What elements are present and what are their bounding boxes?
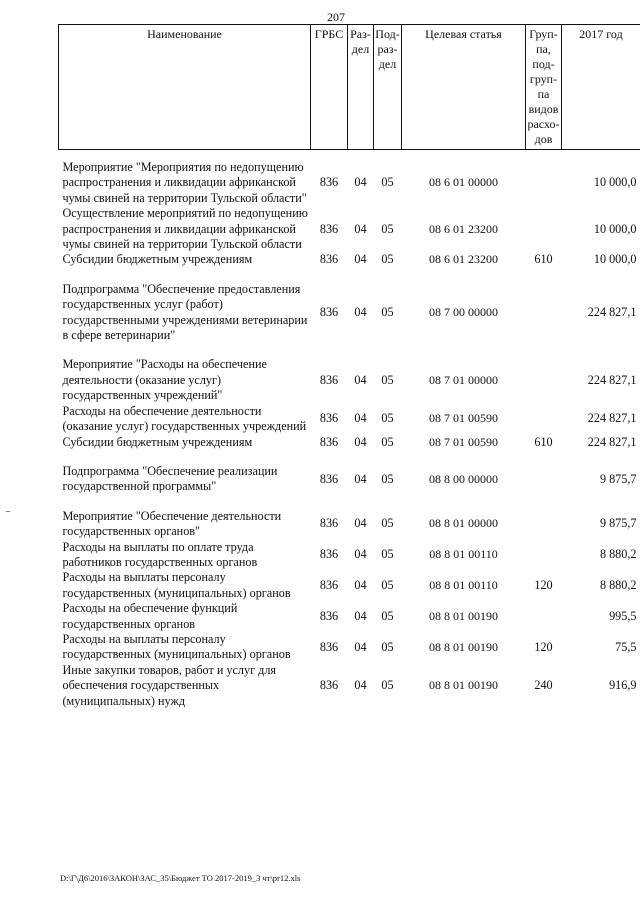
header-razdel: Раз- дел [348, 25, 374, 150]
cell-amount: 224 827,1 [587, 434, 637, 449]
cell-podrazdel: 05 [381, 304, 394, 319]
cell-target: 08 7 01 00590 [429, 411, 498, 426]
cell-razdel: 04 [354, 304, 367, 319]
cell-target: 08 8 01 00000 [429, 516, 498, 531]
cell-podrazdel: 05 [381, 175, 394, 190]
cell-podrazdel: 05 [381, 639, 394, 654]
cell-target: 08 7 01 00590 [429, 434, 498, 449]
cell-razdel: 04 [354, 608, 367, 623]
cell-grbs: 836 [319, 578, 339, 593]
cell-vid [526, 357, 562, 403]
cell-vid [526, 282, 562, 344]
cell-razdel: 04 [354, 411, 367, 426]
cell-amount: 224 827,1 [587, 372, 637, 387]
row-spacer [59, 150, 640, 161]
cell-grbs: 836 [319, 372, 339, 387]
table-row [59, 601, 640, 632]
cell-amount: 995,5 [609, 608, 637, 623]
header-amount-label: 2017 год [579, 27, 623, 41]
table-row [59, 464, 640, 495]
cell-target: 08 8 01 00110 [429, 578, 498, 593]
cell-razdel: 04 [354, 434, 367, 449]
cell-vid [526, 404, 562, 435]
cell-target: 08 8 00 00000 [429, 471, 498, 486]
cell-podrazdel: 05 [381, 547, 394, 562]
table-row [59, 570, 640, 601]
cell-grbs: 836 [319, 252, 339, 267]
cell-razdel: 04 [354, 639, 367, 654]
cell-target: 08 6 01 23200 [429, 221, 498, 236]
header-target-label: Целевая статья [425, 27, 502, 41]
cell-vid: 240 [534, 678, 553, 693]
table-row [59, 632, 640, 663]
cell-name: Расходы на выплаты персоналу государственных (муниципальных) органов [62, 570, 291, 600]
cell-podrazdel: 05 [381, 678, 394, 693]
cell-amount: 9 875,7 [599, 471, 637, 486]
table-row [59, 509, 640, 540]
cell-razdel: 04 [354, 578, 367, 593]
cell-name: Иные закупки товаров, работ и услуг для обеспечения государственных (муниципальных) нужд [62, 662, 277, 708]
cell-razdel: 04 [354, 372, 367, 387]
cell-razdel: 04 [354, 516, 367, 531]
cell-grbs: 836 [319, 434, 339, 449]
cell-grbs: 836 [319, 304, 339, 319]
cell-razdel: 04 [354, 252, 367, 267]
header-name-label: Наименование [147, 27, 222, 41]
cell-amount: 10 000,0 [593, 221, 637, 236]
table-header-row [59, 25, 640, 150]
header-podrazdel: Под- раз- дел [374, 25, 402, 150]
cell-grbs: 836 [319, 608, 339, 623]
cell-name: Осуществление мероприятий по недопущению распространения и ликвидации африканской чумы свиней на территории Тульской области [62, 206, 308, 252]
cell-podrazdel: 05 [381, 252, 394, 267]
cell-podrazdel: 05 [381, 516, 394, 531]
row-spacer [59, 450, 640, 464]
cell-vid [526, 206, 562, 252]
cell-amount: 75,5 [615, 639, 637, 654]
header-amount [562, 25, 640, 150]
table-row [59, 357, 640, 403]
table-row [59, 160, 640, 206]
cell-target: 08 8 01 00190 [429, 639, 498, 654]
cell-grbs: 836 [319, 471, 339, 486]
cell-name: Расходы на обеспечение деятельности (оказание услуг) государственных учреждений [62, 403, 307, 434]
table-row [59, 404, 640, 435]
cell-podrazdel: 05 [381, 221, 394, 236]
cell-grbs: 836 [319, 516, 339, 531]
table-row [59, 540, 640, 571]
cell-target: 08 6 01 23200 [429, 252, 498, 267]
cell-vid: 610 [534, 434, 553, 449]
cell-name: Мероприятие "Обеспечение деятельности государственных органов" [62, 508, 282, 539]
footer-file-path: D:\Г\Д6\2016\ЗАКОН\ЗАС_35\Бюджет ТО 2017-2019_3 чт\pr12.xls [60, 873, 301, 883]
cell-target: 08 7 01 00000 [429, 372, 498, 387]
cell-razdel: 04 [354, 678, 367, 693]
cell-target: 08 8 01 00110 [429, 547, 498, 562]
budget-table [58, 24, 640, 709]
cell-name: Мероприятие "Мероприятия по недопущению распространения и ликвидации африканской чумы свиней на территории Тульской области" [62, 160, 307, 205]
cell-name: Расходы на обеспечение функций государственных органов [62, 601, 238, 631]
cell-razdel: 04 [354, 547, 367, 562]
header-grbs-label: ГРБС [314, 27, 344, 41]
cell-podrazdel: 05 [381, 411, 394, 426]
header-grbs [311, 25, 348, 150]
cell-vid: 120 [534, 578, 553, 593]
cell-amount: 10 000,0 [593, 252, 637, 267]
table-row [59, 435, 640, 450]
page-number: 207 [327, 10, 345, 24]
cell-target: 08 7 00 00000 [429, 304, 498, 319]
cell-amount: 224 827,1 [587, 411, 637, 426]
cell-amount: 10 000,0 [593, 175, 637, 190]
header-target [402, 25, 526, 150]
cell-vid: 120 [534, 639, 553, 654]
table-row [59, 252, 640, 267]
cell-name: Расходы на выплаты персоналу государственных (муниципальных) органов [62, 631, 291, 662]
cell-vid: 610 [534, 252, 553, 267]
cell-podrazdel: 05 [381, 372, 394, 387]
cell-razdel: 04 [354, 175, 367, 190]
cell-name: Подпрограмма "Обеспечение реализации государственной программы" [62, 463, 278, 494]
header-name [59, 25, 311, 150]
row-spacer [59, 495, 640, 509]
cell-name: Мероприятие "Расходы на обеспечение деятельности (оказание услуг) государственных учреждений" [62, 357, 267, 403]
header-vid: Груп- па, под- груп- па видов расхо- дов [526, 25, 562, 150]
cell-vid [526, 464, 562, 495]
margin-mark [6, 511, 10, 512]
cell-amount: 8 880,2 [599, 547, 637, 562]
row-spacer [59, 343, 640, 357]
cell-vid [526, 540, 562, 571]
cell-target: 08 8 01 00190 [429, 608, 498, 623]
cell-vid [526, 509, 562, 540]
cell-grbs: 836 [319, 175, 339, 190]
table-row [59, 282, 640, 344]
cell-grbs: 836 [319, 547, 339, 562]
cell-name: Субсидии бюджетным учреждениям [62, 252, 253, 267]
cell-podrazdel: 05 [381, 471, 394, 486]
cell-podrazdel: 05 [381, 434, 394, 449]
cell-razdel: 04 [354, 221, 367, 236]
table-body [59, 150, 640, 710]
cell-amount: 9 875,7 [599, 516, 637, 531]
cell-name: Субсидии бюджетным учреждениям [62, 434, 253, 449]
cell-grbs: 836 [319, 678, 339, 693]
cell-grbs: 836 [319, 221, 339, 236]
cell-target: 08 8 01 00190 [429, 678, 498, 693]
cell-podrazdel: 05 [381, 608, 394, 623]
cell-vid [526, 601, 562, 632]
cell-amount: 224 827,1 [587, 304, 637, 319]
cell-amount: 916,9 [609, 678, 637, 693]
table-row [59, 206, 640, 252]
cell-grbs: 836 [319, 411, 339, 426]
cell-grbs: 836 [319, 639, 339, 654]
row-spacer [59, 268, 640, 282]
cell-vid [526, 160, 562, 206]
cell-razdel: 04 [354, 471, 367, 486]
cell-name: Расходы на выплаты по оплате труда работников государственных органов [62, 539, 258, 569]
cell-podrazdel: 05 [381, 578, 394, 593]
cell-target: 08 6 01 00000 [429, 175, 498, 190]
cell-amount: 8 880,2 [599, 578, 637, 593]
table-row [59, 663, 640, 709]
cell-name: Подпрограмма "Обеспечение предоставления государственных услуг (работ) государственными учреждениями ветеринарии в сфере ветеринарии" [62, 281, 308, 343]
